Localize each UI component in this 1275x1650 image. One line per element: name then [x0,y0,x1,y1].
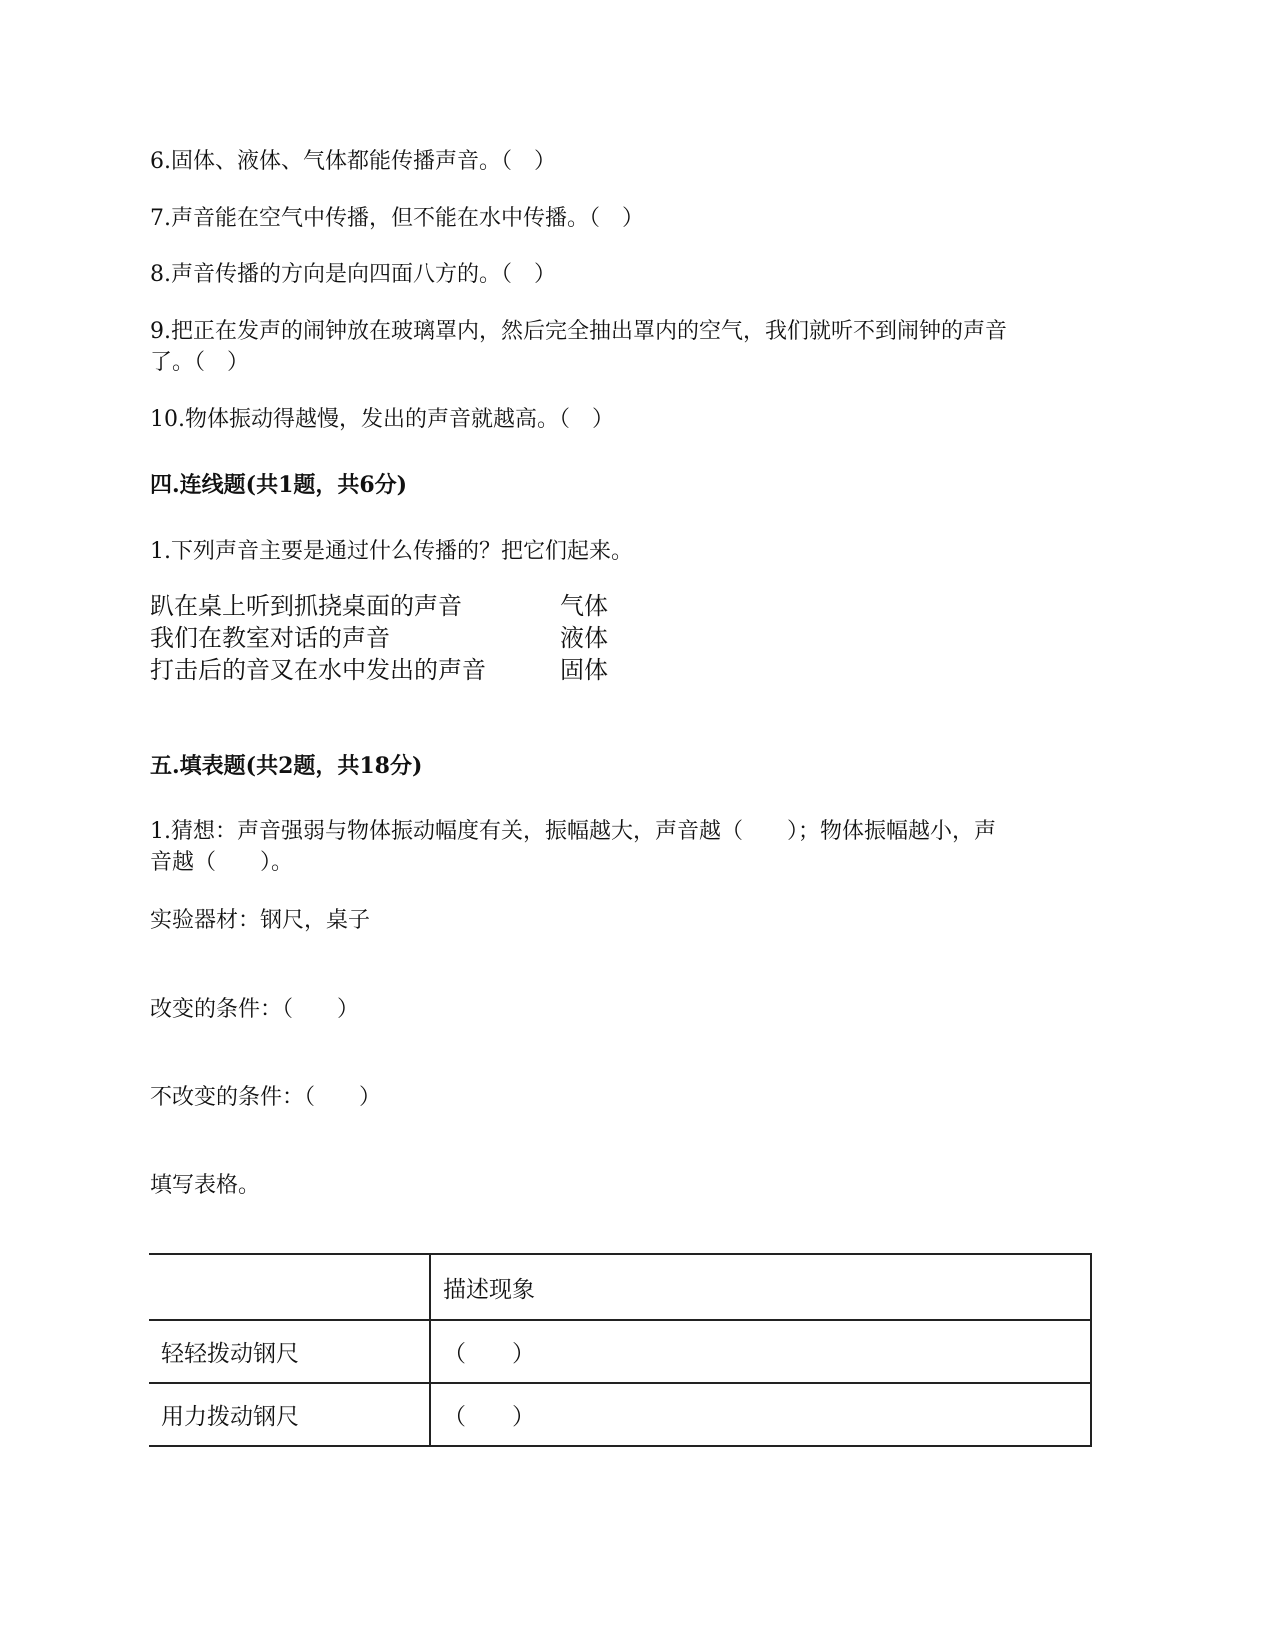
judgment-question-9-line1: 9.把正在发声的闹钟放在玻璃罩内，然后完全抽出罩内的空气，我们就听不到闹钟的声音 [150,319,1007,344]
table-header-cell [149,1254,430,1320]
fill-question-1-line2: 音越（ ）。 [150,850,294,875]
table-cell: 轻轻拨动钢尺 [149,1320,430,1383]
judgment-question-9-line2: 了。（ ） [150,350,250,375]
matching-right-item: 气体 [560,592,608,620]
judgment-question-10: 10.物体振动得越慢，发出的声音就越高。（ ） [150,407,614,432]
changed-condition: 改变的条件：（ ） [150,997,360,1022]
matching-question-1: 1.下列声音主要是通过什么传播的？把它们起来。 [150,539,633,564]
matching-left-item: 趴在桌上听到抓挠桌面的声音 [150,592,462,620]
matching-right-item: 固体 [560,656,608,684]
section4-heading: 四.连线题(共1题，共6分) [150,472,408,498]
matching-left-item: 我们在教室对话的声音 [150,624,390,652]
matching-right-item: 液体 [560,624,608,652]
table-answer-cell[interactable]: （ ） [430,1383,1091,1446]
fill-table-instruction: 填写表格。 [150,1173,261,1198]
materials-text: 实验器材：钢尺，桌子 [150,908,371,933]
section5-heading: 五.填表题(共2题，共18分) [150,753,423,779]
table-row [149,1383,1091,1446]
table-answer-cell[interactable]: （ ） [430,1320,1091,1383]
table-header-row [149,1254,1091,1320]
fill-question-1-line1: 1.猜想：声音强弱与物体振动幅度有关，振幅越大，声音越（ ）；物体振幅越小，声 [150,819,996,844]
unchanged-condition: 不改变的条件：（ ） [150,1085,382,1110]
observation-table [149,1253,1092,1447]
table-cell: 用力拨动钢尺 [149,1383,430,1446]
judgment-question-7: 7.声音能在空气中传播，但不能在水中传播。（ ） [150,206,644,231]
judgment-question-6: 6.固体、液体、气体都能传播声音。（ ） [150,149,556,174]
table-row [149,1320,1091,1383]
judgment-question-8: 8.声音传播的方向是向四面八方的。（ ） [150,262,556,287]
matching-left-item: 打击后的音叉在水中发出的声音 [150,656,486,684]
table-header-cell: 描述现象 [430,1254,1091,1320]
